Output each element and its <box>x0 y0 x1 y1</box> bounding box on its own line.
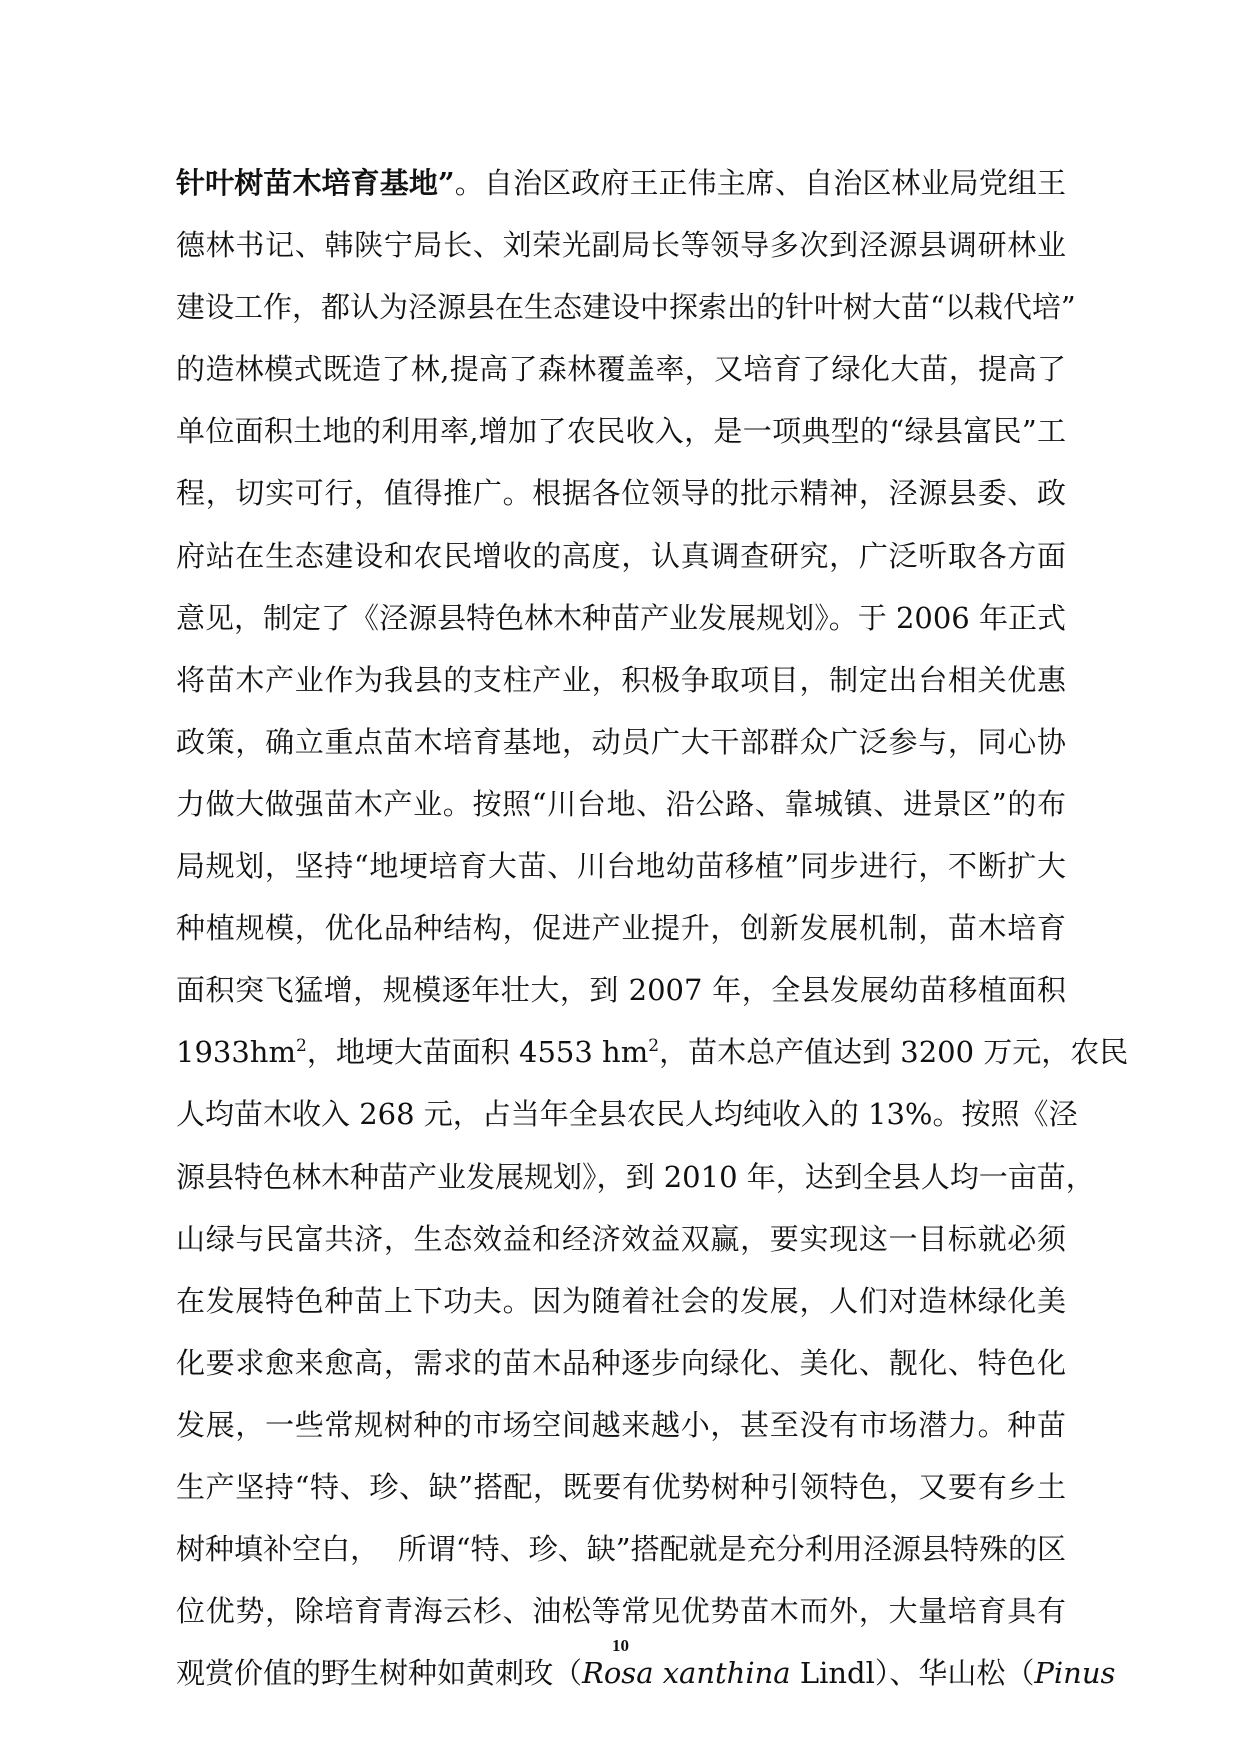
text-line <box>176 1456 1066 1518</box>
text-line <box>176 1270 1066 1332</box>
line-text: 生产坚持“特、珍、缺”搭配，既要有优势树种引领特色，又要有乡土 <box>176 1469 1066 1504</box>
line-text: 的造林模式既造了林,提高了森林覆盖率，又培育了绿化大苗，提高了 <box>176 352 1066 387</box>
text-line <box>176 462 1066 524</box>
page-number: 10 <box>612 1636 629 1655</box>
italic-latin-name: Pinus <box>1034 1656 1116 1691</box>
line-text: 。自治区政府王正伟主席、自治区林业局党组王 <box>454 166 1066 200</box>
text-line <box>176 773 1066 835</box>
text-line <box>176 1021 1129 1083</box>
italic-latin-name: Rosa xanthina <box>582 1656 791 1691</box>
text-line <box>176 1394 1066 1456</box>
line-text-mid: ，地埂大苗面积 4553 hm <box>306 1035 649 1070</box>
line-text: 程，切实可行，值得推广。根据各位领导的批示精神，泾源县委、政 <box>176 476 1066 511</box>
line-text: 化要求愈来愈高，需求的苗木品种逐步向绿化、美化、靓化、特色化 <box>176 1345 1066 1380</box>
line-text: 力做大做强苗木产业。按照“川台地、沿公路、靠城镇、进景区”的布 <box>176 786 1066 821</box>
line-text: 种植规模，优化品种结构，促进产业提升，创新发展机制，苗木培育 <box>176 911 1066 946</box>
text-line <box>176 525 1066 587</box>
text-line <box>176 897 1066 959</box>
text-line <box>176 711 1066 773</box>
line-text: 位优势，除培育青海云杉、油松等常见优势苗木而外，大量培育具有 <box>176 1594 1066 1629</box>
text-line <box>176 1208 1066 1270</box>
line-text-mid: Lindl）、华山松（ <box>790 1656 1035 1691</box>
line-text: 面积突飞猛增，规模逐年壮大，到 2007 年，全县发展幼苗移植面积 <box>176 973 1066 1008</box>
text-line <box>176 1146 1095 1208</box>
line-text: 单位面积土地的利用率,增加了农民收入，是一项典型的“绿县富民”工 <box>176 414 1066 449</box>
line-text: 局规划，坚持“地埂培育大苗、川台地幼苗移植”同步进行，不断扩大 <box>176 849 1066 884</box>
line-text: 源县特色林木种苗产业发展规划》，到 2010 年，达到全县人均一亩苗， <box>176 1159 1095 1194</box>
text-line <box>176 835 1066 897</box>
line-text: 发展，一些常规树种的市场空间越来越小，甚至没有市场潜力。种苗 <box>176 1407 1066 1442</box>
line-text: 将苗木产业作为我县的支柱产业，积极争取项目，制定出台相关优惠 <box>176 662 1066 697</box>
superscript: 2 <box>295 1036 307 1057</box>
text-line <box>176 152 1066 214</box>
text-line <box>176 338 1066 400</box>
line-text: 在发展特色种苗上下功夫。因为随着社会的发展，人们对造林绿化美 <box>176 1283 1066 1318</box>
line-text: 树种填补空白， 所谓“特、珍、缺”搭配就是充分利用泾源县特殊的区 <box>176 1532 1066 1567</box>
text-line <box>176 1580 1066 1642</box>
line-text: 人均苗木收入 268 元，占当年全县农民人均纯收入的 13%。按照《泾 <box>176 1097 1078 1132</box>
text-line <box>176 1332 1066 1394</box>
body-text <box>176 152 1129 1704</box>
text-line <box>176 276 1076 338</box>
text-line <box>176 1083 1078 1145</box>
text-line <box>176 1518 1066 1580</box>
line-text: 德林书记、韩陕宁局长、刘荣光副局长等领导多次到泾源县调研林业 <box>176 228 1066 263</box>
text-line <box>176 400 1066 462</box>
line-text-post: ，苗木总产值达到 3200 万元，农民 <box>659 1035 1129 1070</box>
text-line <box>176 214 1066 276</box>
text-line <box>176 959 1066 1021</box>
line-text: 府站在生态建设和农民增收的高度，认真调查研究，广泛听取各方面 <box>176 538 1066 573</box>
bold-phrase: 针叶树苗木培育基地” <box>176 166 455 200</box>
line-text: 建设工作，都认为泾源县在生态建设中探索出的针叶树大苗“以栽代培” <box>176 290 1076 325</box>
line-text-pre: 1933hm <box>176 1035 296 1070</box>
text-line <box>176 587 1066 649</box>
line-text-pre: 观赏价值的野生树种如黄刺玫（ <box>176 1656 583 1691</box>
line-text: 政策，确立重点苗木培育基地，动员广大干部群众广泛参与，同心协 <box>176 724 1066 759</box>
line-text: 意见，制定了《泾源县特色林木种苗产业发展规划》。于 2006 年正式 <box>176 600 1066 635</box>
superscript: 2 <box>648 1036 660 1057</box>
line-text: 山绿与民富共济，生态效益和经济效益双赢，要实现这一目标就必须 <box>176 1221 1066 1256</box>
text-line <box>176 649 1066 711</box>
